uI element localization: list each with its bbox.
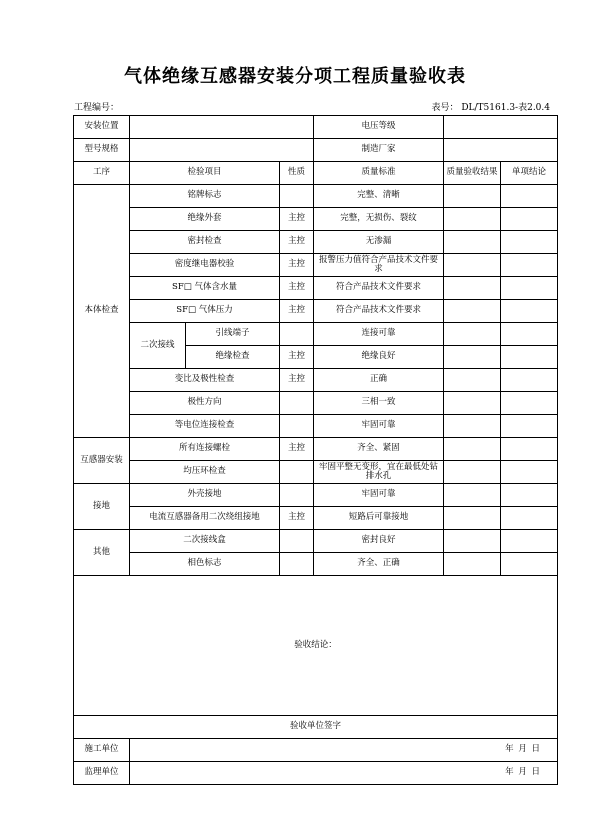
- page-title: 气体绝缘互感器安装分项工程质量验收表: [124, 66, 466, 87]
- construction-unit-signature[interactable]: [130, 739, 558, 762]
- row-nature: [280, 392, 314, 415]
- header-row-location: [74, 116, 558, 139]
- signature-title: 验收单位签字: [74, 716, 558, 739]
- supervision-unit-signature[interactable]: [130, 762, 558, 785]
- row-item: 密度继电器校验: [130, 254, 280, 277]
- row-item: 等电位连接检查: [130, 415, 280, 438]
- table-row: [74, 530, 558, 553]
- row-nature: [280, 484, 314, 507]
- voltage-level-label: 电压等级: [314, 116, 444, 139]
- row-nature: [280, 185, 314, 208]
- row-item: 外壳接地: [130, 484, 280, 507]
- table-row: [74, 553, 558, 576]
- row-result-cell[interactable]: [444, 346, 501, 369]
- row-item: 二次接线盒: [130, 530, 280, 553]
- row-standard: 牢固可靠: [314, 415, 444, 438]
- group-transformer-install: 互感器安装: [74, 438, 130, 484]
- table-row: [74, 208, 558, 231]
- row-standard: 牢固可靠: [314, 484, 444, 507]
- row-nature: [280, 553, 314, 576]
- row-conclusion-cell[interactable]: [501, 185, 558, 208]
- construction-date: 年 月 日: [505, 744, 542, 755]
- row-item: 所有连接螺栓: [130, 438, 280, 461]
- col-conclusion: 单项结论: [501, 162, 558, 185]
- row-nature: 主控: [280, 507, 314, 530]
- row-nature: 主控: [280, 300, 314, 323]
- row-conclusion-cell[interactable]: [501, 553, 558, 576]
- manufacturer-value[interactable]: [444, 139, 558, 162]
- acceptance-conclusion[interactable]: 验收结论：: [74, 576, 558, 716]
- project-number-label: 工程编号：: [74, 103, 120, 113]
- col-process: 工序: [74, 162, 130, 185]
- table-row: [74, 300, 558, 323]
- row-result-cell[interactable]: [444, 507, 501, 530]
- row-result-cell[interactable]: [444, 254, 501, 277]
- signature-title-row: [74, 716, 558, 739]
- row-result-cell[interactable]: [444, 323, 501, 346]
- row-standard: 完整，无损伤、裂纹: [314, 208, 444, 231]
- inspection-form-table: [73, 115, 558, 785]
- row-result-cell[interactable]: [444, 231, 501, 254]
- supervision-unit-label: 监理单位: [74, 762, 130, 785]
- row-nature: 主控: [280, 346, 314, 369]
- row-item: 密封检查: [130, 231, 280, 254]
- table-row: [74, 392, 558, 415]
- conclusion-row: [74, 576, 558, 716]
- row-standard: 齐全、正确: [314, 553, 444, 576]
- row-conclusion-cell[interactable]: [501, 415, 558, 438]
- row-conclusion-cell[interactable]: [501, 507, 558, 530]
- row-nature: [280, 530, 314, 553]
- row-result-cell[interactable]: [444, 369, 501, 392]
- row-standard: 牢固平整无变形，宜在最低处钻排水孔: [314, 461, 444, 484]
- row-conclusion-cell[interactable]: [501, 254, 558, 277]
- row-item: 引线端子: [186, 323, 280, 346]
- row-item: 绝缘外套: [130, 208, 280, 231]
- form-number: 表号： DL/T5161.3-表2.0.4: [431, 103, 550, 113]
- row-standard: 连接可靠: [314, 323, 444, 346]
- row-result-cell[interactable]: [444, 415, 501, 438]
- row-item: 相色标志: [130, 553, 280, 576]
- row-standard: 报警压力值符合产品技术文件要求: [314, 254, 444, 277]
- row-conclusion-cell[interactable]: [501, 438, 558, 461]
- row-standard: 完整、清晰: [314, 185, 444, 208]
- row-nature: 主控: [280, 369, 314, 392]
- row-result-cell[interactable]: [444, 185, 501, 208]
- row-conclusion-cell[interactable]: [501, 300, 558, 323]
- row-conclusion-cell[interactable]: [501, 323, 558, 346]
- row-nature: [280, 323, 314, 346]
- row-nature: [280, 461, 314, 484]
- row-conclusion-cell[interactable]: [501, 346, 558, 369]
- group-other: 其他: [74, 530, 130, 576]
- row-result-cell[interactable]: [444, 392, 501, 415]
- row-conclusion-cell[interactable]: [501, 369, 558, 392]
- row-result-cell[interactable]: [444, 553, 501, 576]
- row-item: 铭牌标志: [130, 185, 280, 208]
- table-row: [74, 484, 558, 507]
- column-header-row: [74, 162, 558, 185]
- table-row: [74, 323, 558, 346]
- row-standard: 符合产品技术文件要求: [314, 300, 444, 323]
- supervision-date: 年 月 日: [505, 767, 542, 778]
- row-result-cell[interactable]: [444, 438, 501, 461]
- voltage-level-value[interactable]: [444, 116, 558, 139]
- supervision-unit-row: [74, 762, 558, 785]
- row-result-cell[interactable]: [444, 300, 501, 323]
- table-row: [74, 277, 558, 300]
- group-grounding: 接地: [74, 484, 130, 530]
- row-conclusion-cell[interactable]: [501, 484, 558, 507]
- row-conclusion-cell[interactable]: [501, 392, 558, 415]
- row-result-cell[interactable]: [444, 208, 501, 231]
- row-result-cell[interactable]: [444, 484, 501, 507]
- row-nature: 主控: [280, 254, 314, 277]
- row-nature: 主控: [280, 438, 314, 461]
- install-location-value[interactable]: [130, 116, 314, 139]
- row-result-cell[interactable]: [444, 277, 501, 300]
- row-standard: 齐全、紧固: [314, 438, 444, 461]
- row-result-cell[interactable]: [444, 461, 501, 484]
- table-row: [74, 185, 558, 208]
- row-conclusion-cell[interactable]: [501, 208, 558, 231]
- row-standard: 无渗漏: [314, 231, 444, 254]
- install-location-label: 安装位置: [74, 116, 130, 139]
- row-conclusion-cell[interactable]: [501, 277, 558, 300]
- col-item: 检验项目: [130, 162, 280, 185]
- row-nature: [280, 415, 314, 438]
- table-row: [74, 438, 558, 461]
- construction-unit-label: 施工单位: [74, 739, 130, 762]
- header-row-model: [74, 139, 558, 162]
- row-standard: 密封良好: [314, 530, 444, 553]
- group-body-check: 本体检查: [74, 185, 130, 438]
- row-standard: 符合产品技术文件要求: [314, 277, 444, 300]
- table-row: [74, 415, 558, 438]
- row-item: 变比及极性检查: [130, 369, 280, 392]
- row-item: SF□ 气体含水量: [130, 277, 280, 300]
- manufacturer-label: 制造厂家: [314, 139, 444, 162]
- row-standard: 正确: [314, 369, 444, 392]
- row-result-cell[interactable]: [444, 530, 501, 553]
- row-item: 绝缘检查: [186, 346, 280, 369]
- row-nature: 主控: [280, 277, 314, 300]
- row-nature: 主控: [280, 231, 314, 254]
- row-standard: 三相一致: [314, 392, 444, 415]
- col-result: 质量验收结果: [444, 162, 501, 185]
- model-spec-label: 型号规格: [74, 139, 130, 162]
- table-row: [74, 461, 558, 484]
- row-conclusion-cell[interactable]: [501, 461, 558, 484]
- row-conclusion-cell[interactable]: [501, 231, 558, 254]
- table-row: [74, 254, 558, 277]
- row-item: 电流互感器备用二次绕组接地: [130, 507, 280, 530]
- row-standard: 绝缘良好: [314, 346, 444, 369]
- row-item: SF□ 气体压力: [130, 300, 280, 323]
- row-standard: 短路后可靠接地: [314, 507, 444, 530]
- model-spec-value[interactable]: [130, 139, 314, 162]
- construction-unit-row: [74, 739, 558, 762]
- row-item: 极性方向: [130, 392, 280, 415]
- table-row: [74, 369, 558, 392]
- row-item: 均压环检查: [130, 461, 280, 484]
- row-conclusion-cell[interactable]: [501, 530, 558, 553]
- table-row: [74, 507, 558, 530]
- group-secondary-wiring: 二次接线: [130, 323, 186, 369]
- row-nature: 主控: [280, 208, 314, 231]
- table-row: [74, 231, 558, 254]
- col-standard: 质量标准: [314, 162, 444, 185]
- col-nature: 性质: [280, 162, 314, 185]
